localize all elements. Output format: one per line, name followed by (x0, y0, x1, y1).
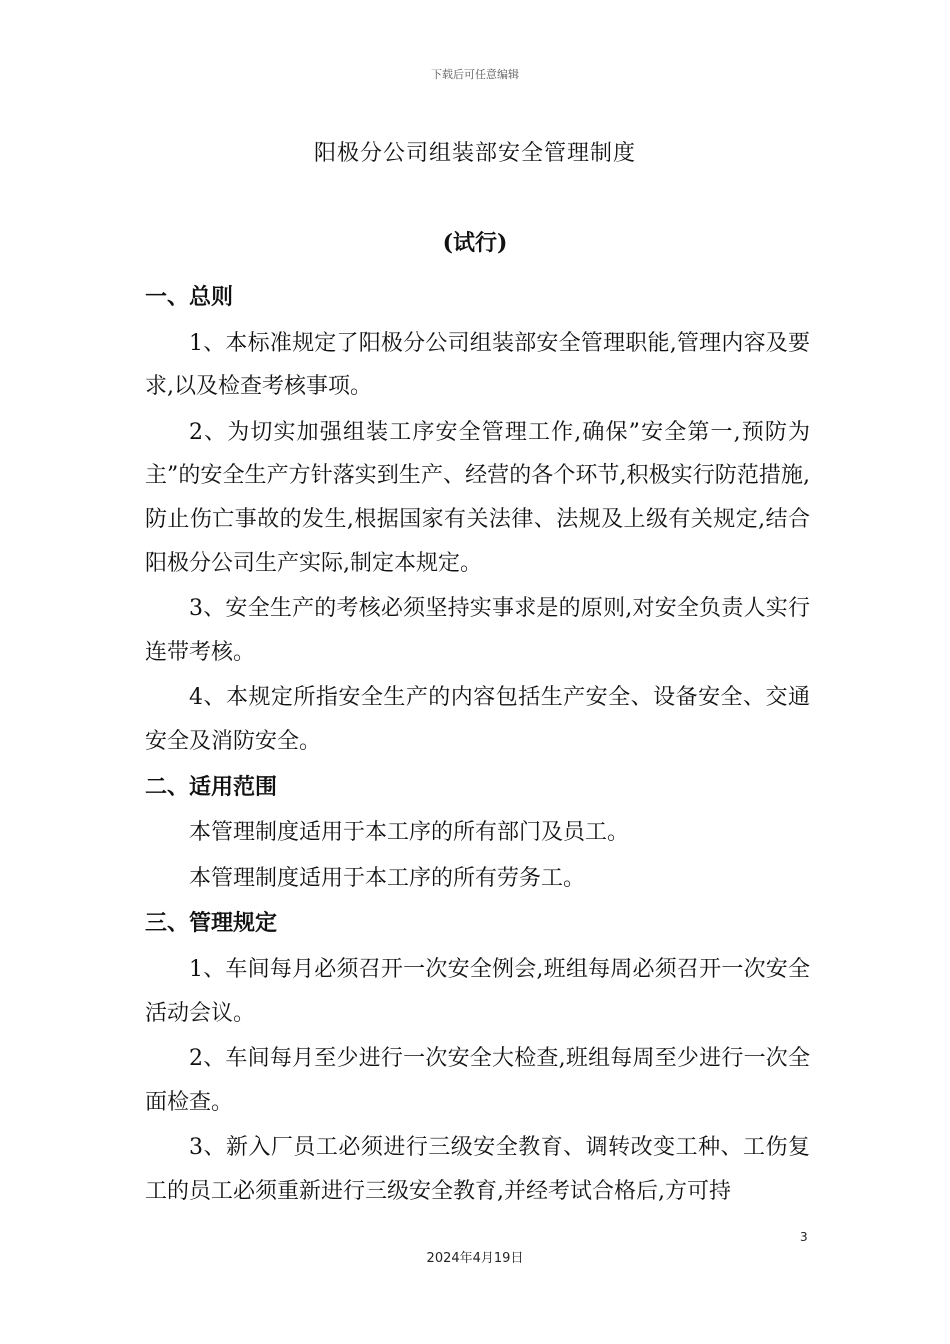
paragraph: 3、安全生产的考核必须坚持实事求是的原则,对安全负责人实行连带考核。 (145, 596, 810, 665)
paragraph: 2、为切实加强组装工序安全管理工作,确保”安全第一,预防为主”的安全生产方针落实到生产、经营的各个环节,积极实行防范措施,防止伤亡事故的发生,根据国家有关法律、法规及上级有关规定,结合阳极分公司生产实际,制定本规定。 (145, 419, 810, 576)
paragraph: 本管理制度适用于本工序的所有劳务工。 (189, 865, 586, 891)
section-heading-scope: 二、适用范围 (145, 774, 278, 800)
document-subtitle: (试行) (442, 230, 508, 256)
document-body (145, 276, 810, 1215)
page-number: 3 (800, 1230, 808, 1244)
section-heading-general: 一、总则 (145, 285, 234, 310)
section-heading-rules: 三、管理规定 (145, 911, 278, 937)
paragraph: 3、新入厂员工必须进行三级安全教育、调转改变工种、工伤复工的员工必须重新进行三级安全教育,并经考试合格后,方可持 (145, 1135, 810, 1204)
paragraph: 1、车间每月必须召开一次安全例会,班组每周必须召开一次安全活动会议。 (145, 956, 810, 1026)
paragraph: 本管理制度适用于本工序的所有部门及员工。 (189, 820, 630, 846)
paragraph: 2、车间每月至少进行一次安全大检查,班组每周至少进行一次全面检查。 (145, 1046, 810, 1115)
header-note: 下载后可任意编辑 (431, 68, 519, 81)
document-title: 阳极分公司组装部安全管理制度 (313, 141, 636, 166)
paragraph: 4、本规定所指安全生产的内容包括生产安全、设备安全、交通安全及消防安全。 (145, 685, 810, 754)
footer-date: 2024年4月19日 (426, 1251, 524, 1266)
paragraph: 1、本标准规定了阳极分公司组装部安全管理职能,管理内容及要求,以及检查考核事项。 (145, 330, 810, 400)
